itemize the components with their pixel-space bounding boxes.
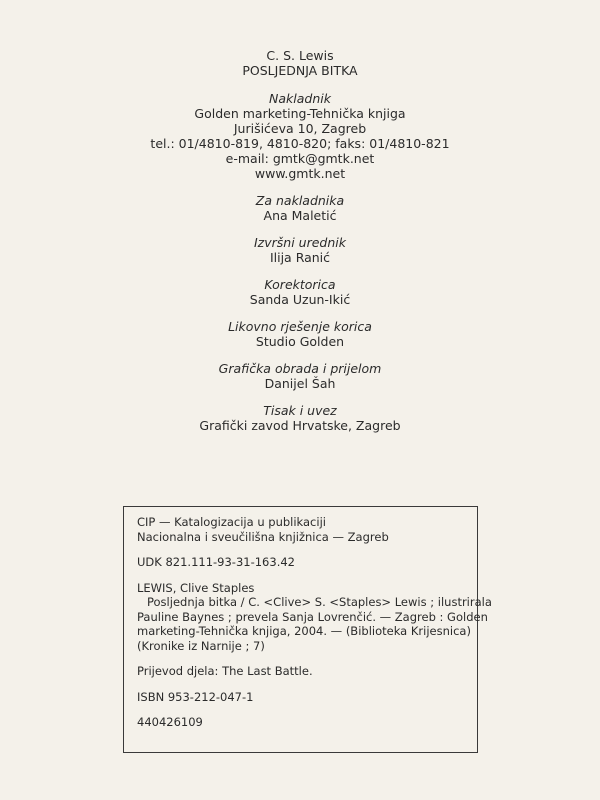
role-value: Ana Maletić	[263, 208, 337, 223]
role-label: Izvršni urednik	[254, 235, 346, 250]
publisher-email: e-mail: gmtk@gmtk.net	[225, 151, 375, 166]
divider	[137, 653, 467, 664]
cip-udk: UDK 821.111-93-31-163.42	[137, 555, 295, 569]
publisher-phone: tel.: 01/4810-819, 4810-820; faks: 01/4810-821	[150, 136, 450, 151]
divider	[137, 570, 467, 581]
role-value: Ilija Ranić	[269, 250, 331, 265]
role-value: Grafički zavod Hrvatske, Zagreb	[199, 418, 401, 433]
cip-entry-heading: LEWIS, Clive Staples	[137, 580, 255, 595]
imprint-block	[0, 48, 600, 433]
role-proofreader	[0, 277, 600, 307]
publisher-name: Golden marketing-Tehnička knjiga	[194, 106, 406, 121]
role-label: Za nakladnika	[255, 193, 345, 208]
role-value: Danijel Šah	[264, 376, 336, 391]
cip-entry-line: Pauline Baynes ; prevela Sanja Lovrenčić. — Zagreb : Golden	[137, 609, 488, 624]
role-printing	[0, 403, 600, 433]
role-label: Tisak i uvez	[263, 403, 337, 418]
cip-header: CIP — Katalogizacija u publikaciji	[137, 515, 326, 529]
divider	[137, 679, 467, 690]
role-layout	[0, 361, 600, 391]
book-heading	[0, 48, 600, 78]
role-label: Grafička obrada i prijelom	[218, 361, 382, 376]
cip-record-number: 440426109	[137, 715, 203, 729]
role-label: Likovno rješenje korica	[228, 319, 372, 334]
cip-original-title: Prijevod djela: The Last Battle.	[137, 664, 313, 678]
cip-entry-line: Posljednja bitka / C. <Clive> S. <Staples> Lewis ; ilustrirala	[147, 595, 492, 609]
book-title: POSLJEDNJA BITKA	[242, 63, 358, 78]
publisher-label: Nakladnik	[269, 91, 331, 106]
role-label: Korektorica	[264, 277, 336, 292]
role-cover-design	[0, 319, 600, 349]
role-executive-editor	[0, 235, 600, 265]
author-name: C. S. Lewis	[266, 48, 334, 63]
publisher-web: www.gmtk.net	[254, 166, 346, 181]
divider	[137, 544, 467, 555]
publisher-block	[0, 91, 600, 181]
cip-record-box	[123, 506, 492, 753]
cip-library: Nacionalna i sveučilišna knjižnica — Zagreb	[137, 529, 389, 544]
cip-entry-line: marketing-Tehnička knjiga, 2004. — (Biblioteka Krijesnica)	[137, 624, 471, 638]
publisher-address: Jurišićeva 10, Zagreb	[233, 121, 367, 136]
cip-isbn: ISBN 953-212-047-1	[137, 689, 254, 704]
role-for-publisher	[0, 193, 600, 223]
divider	[137, 704, 467, 715]
role-value: Studio Golden	[255, 334, 345, 349]
cip-entry-line: (Kronike iz Narnije ; 7)	[137, 638, 265, 653]
role-value: Sanda Uzun-Ikić	[249, 292, 351, 307]
